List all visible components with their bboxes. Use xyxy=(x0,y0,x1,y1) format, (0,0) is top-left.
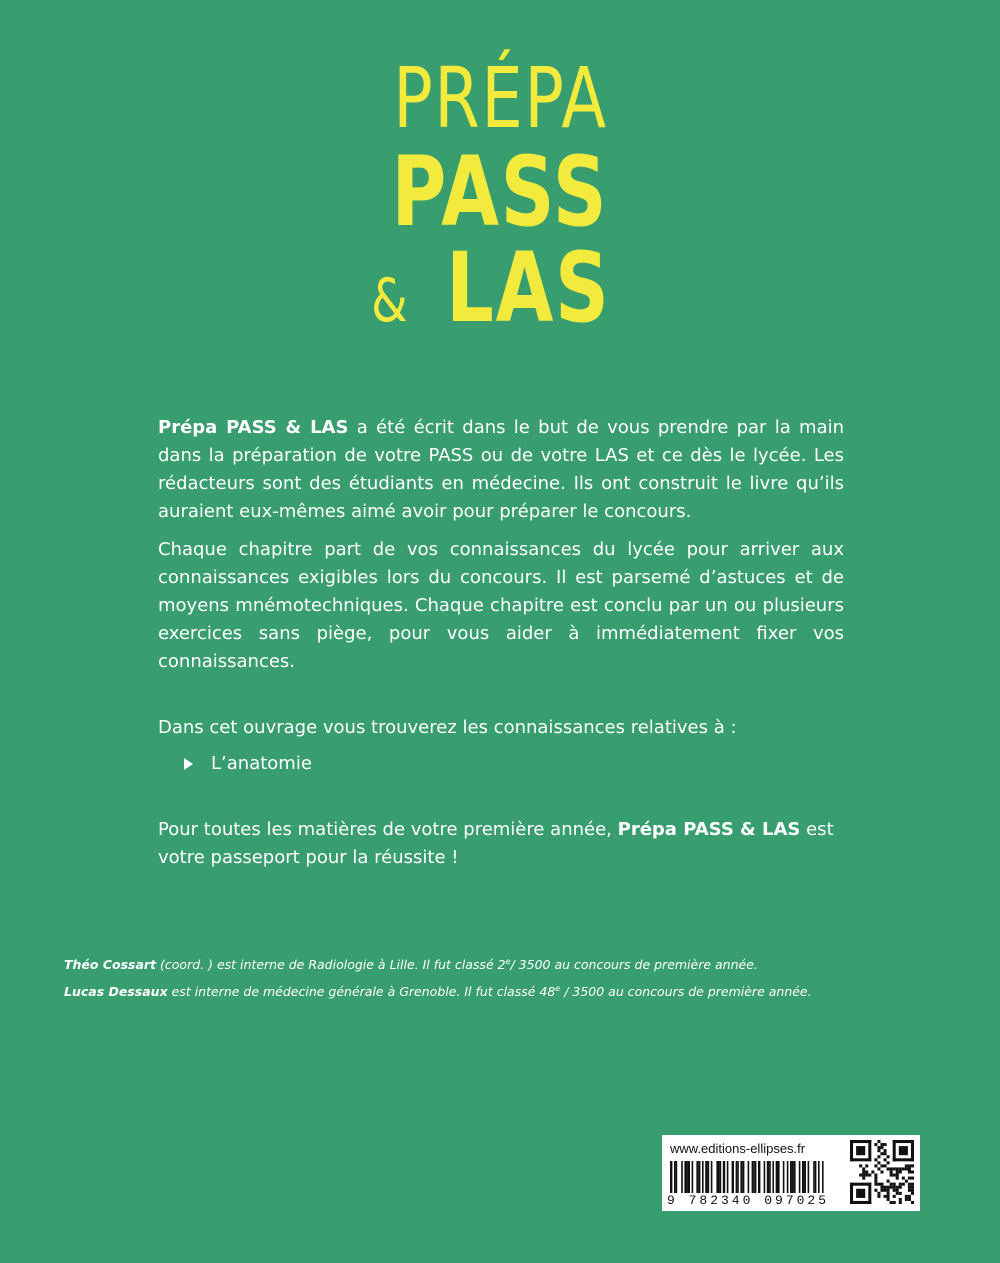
contents-intro: Dans cet ouvrage vous trouverez les connaissances relatives à : xyxy=(158,717,737,738)
author-1-sup: e xyxy=(505,957,511,966)
author-2-name: Lucas Dessaux xyxy=(64,984,168,1000)
title-prepa: PRÉPA xyxy=(392,49,608,147)
author-1-text-a: (coord. ) est interne de Radiologie à Lille. Il fut classé 2 xyxy=(156,957,506,973)
title-las: LAS xyxy=(446,232,611,344)
author-1 xyxy=(64,950,944,977)
paragraph-intro xyxy=(158,414,844,526)
author-1-name: Théo Cossart xyxy=(64,957,157,973)
publisher-url: www.editions-ellipses.fr xyxy=(670,1141,806,1156)
paragraph-chapters: Chaque chapitre part de vos connaissances du lycée pour arriver aux connaissances exigibles lors du concours. Il est parsemé d’astuces et de moyens mnémotechniques. Chaque chapitre est conclu par un ou plusieurs exercices sans piège, pour vous aider à immédiatement fixer vos connaissances. xyxy=(158,539,844,672)
closing-text-start: Pour toutes les matières de votre première année, xyxy=(158,819,618,840)
paragraph-intro-bold: Prépa PASS & LAS xyxy=(158,417,349,438)
barcode-icon xyxy=(670,1161,846,1193)
isbn-number: 9 782340 097025 xyxy=(667,1193,830,1208)
back-cover-text xyxy=(158,414,844,872)
triangle-bullet-icon xyxy=(184,758,193,770)
paragraph-closing xyxy=(158,816,844,872)
title-ampersand: & xyxy=(371,266,408,336)
closing-text-bold: Prépa PASS & LAS xyxy=(617,819,801,840)
list-item-label: L’anatomie xyxy=(211,753,312,774)
closing-text-end: est votre passeport pour la réussite ! xyxy=(158,819,834,868)
authors-block xyxy=(64,950,944,1004)
barcode-label xyxy=(662,1135,920,1211)
book-title xyxy=(0,49,1000,364)
author-1-text-b: / 3500 au concours de première année. xyxy=(510,957,758,973)
author-2-text-b: / 3500 au concours de première année. xyxy=(560,984,812,1000)
author-2-text-a: est interne de médecine générale à Grenoble. Il fut classé 48 xyxy=(167,984,556,1000)
paragraph-intro-text: a été écrit dans le but de vous prendre par la main dans la préparation de votre PASS ou de votre LAS et ce dès le lycée. Les rédacteurs sont des étudiants en médecine. Ils ont construit le livre qu’ils auraient eux-mêmes aimé avoir pour préparer le concours. xyxy=(158,417,845,522)
list-item xyxy=(184,750,844,778)
qr-code-icon xyxy=(850,1140,914,1204)
title-pass: PASS xyxy=(391,136,609,248)
author-2 xyxy=(64,977,944,1004)
author-2-sup: e xyxy=(555,984,561,994)
